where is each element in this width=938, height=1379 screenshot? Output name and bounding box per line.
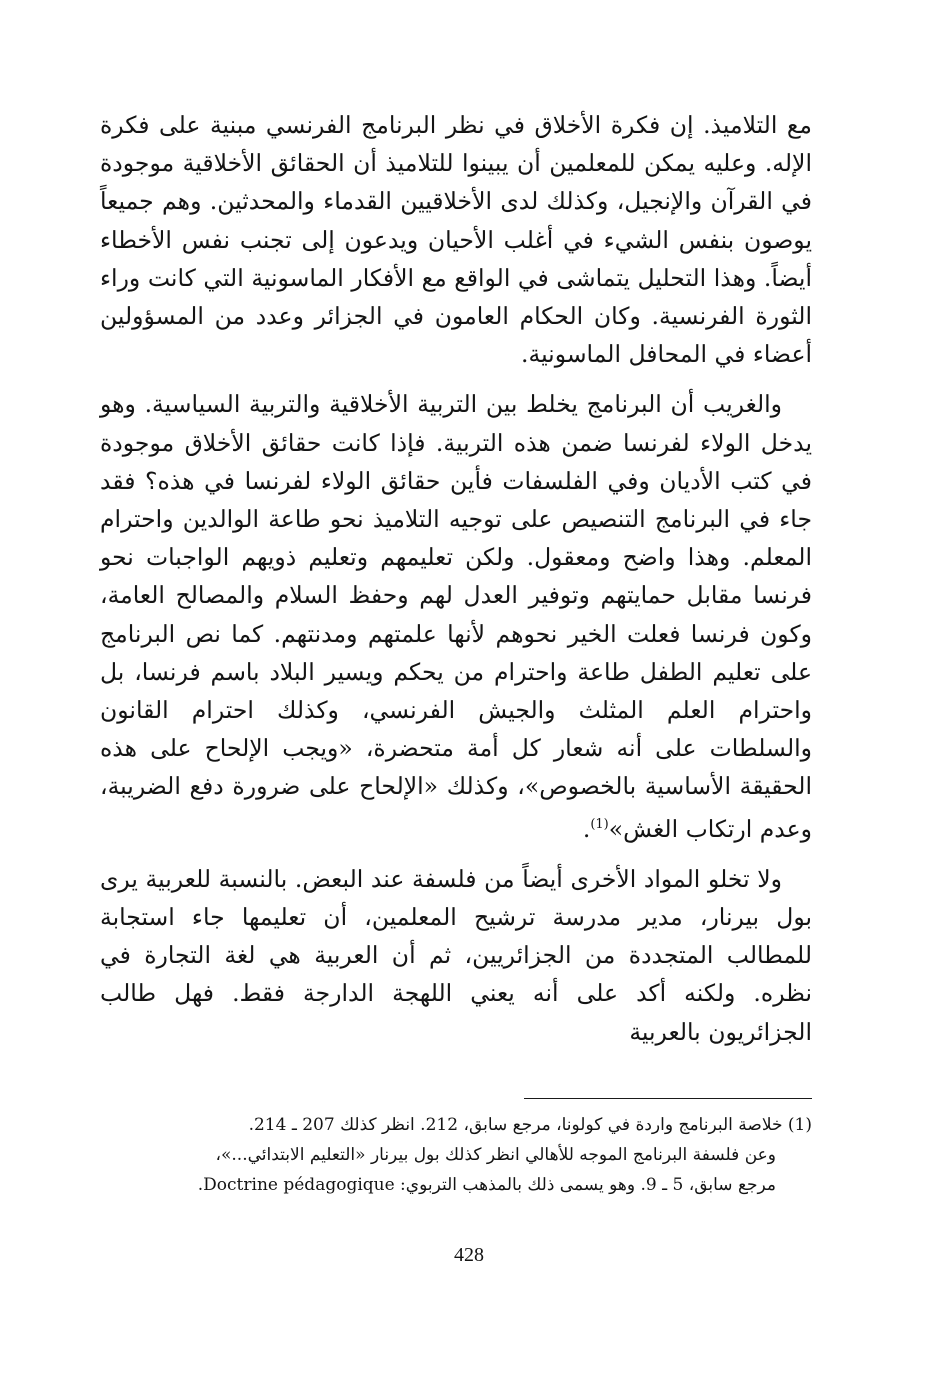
page-number: 428	[454, 1244, 484, 1266]
footnotes	[100, 1110, 812, 1200]
footnote-reference[interactable]: (1)	[590, 816, 609, 832]
paragraph-2-text: والغريب أن البرنامج يخلط بين التربية الأخلاقية والتربية السياسية. وهو يدخل الولاء لفرنسا ضمن هذه التربية. فإذا كانت حقائق الأخلاق موجودة في كتب الأديان وفي الفلسفات فأين حقائق الولاء لفرنسا في هذه؟ فقد جاء في البرنامج التنصيص على توجيه التلاميذ نحو طاعة الوالدين واحترام المعلم. وهذا واضح ومعقول. ولكن تعليمهم وتعليم ذويهم الواجبات نحو فرنسا مقابل حمايتهم وتوفير العدل لهم وحفظ السلام والمصالح العامة، وكون فرنسا فعلت الخير نحوهم لأنها علمتهم ومدنتهم. كما نص البرنامج على تعليم الطفل طاعة واحترام من يحكم ويسير البلاد باسم فرنسا، بل واحترام العلم المثلث والجيش الفرنسي، وكذلك احترام القانون والسلطات على أنه شعار كل أمة متحضرة، «ويجب الإلحاح على هذه الحقيقة الأساسية بالخصوص»، وكذلك «الإلحاح على ضرورة دفع الضريبة، وعدم ارتكاب الغش»	[100, 390, 812, 843]
paragraph-3: ولا تخلو المواد الأخرى أيضاً من فلسفة عند البعض. بالنسبة للعربية يرى بول بيرنار، مدير مدرسة ترشيح المعلمين، أن تعليمها جاء استجابة للمطالب المتجددة من الجزائريين، ثم أن العربية هي لغة التجارة في نظره. ولكنه أكد على أنه يعني اللهجة الدارجة فقط. فهل طالب الجزائريون بالعربية	[100, 864, 812, 1046]
footnote-separator	[524, 1098, 812, 1099]
paragraph-2	[100, 385, 812, 847]
paragraph-2-end: .	[582, 814, 591, 843]
footnote-line-2: وعن فلسفة البرنامج الموجه للأهالي انظر كذلك بول بيرنار «التعليم الابتدائي...»،	[215, 1145, 776, 1165]
body-text	[100, 106, 812, 1063]
footnote-line-3: مرجع سابق، 5 ـ 9. وهو يسمى ذلك بالمذهب التربوي: Doctrine pédagogique.	[197, 1175, 776, 1195]
footnote-line-1: (1) خلاصة البرنامج واردة في كولونا، مرجع سابق، 212. انظر كذلك 207 ـ 214.	[248, 1115, 812, 1135]
paragraph-1: مع التلاميذ. إن فكرة الأخلاق في نظر البرنامج الفرنسي مبنية على فكرة الإله. وعليه يمكن للمعلمين أن يبينوا للتلاميذ أن الحقائق الأخلاقية موجودة في القرآن والإنجيل، وكذلك لدى الأخلاقيين القدماء والمحدثين. وهم جميعاً يوصون بنفس الشيء في أغلب الأحيان ويدعون إلى تجنب نفس الأخطاء أيضاً. وهذا التحليل يتماشى في الواقع مع الأفكار الماسونية التي كانت وراء الثورة الفرنسية. وكان الحكام العامون في الجزائر وعدد من المسؤولين أعضاء في المحافل الماسونية.	[100, 111, 812, 369]
